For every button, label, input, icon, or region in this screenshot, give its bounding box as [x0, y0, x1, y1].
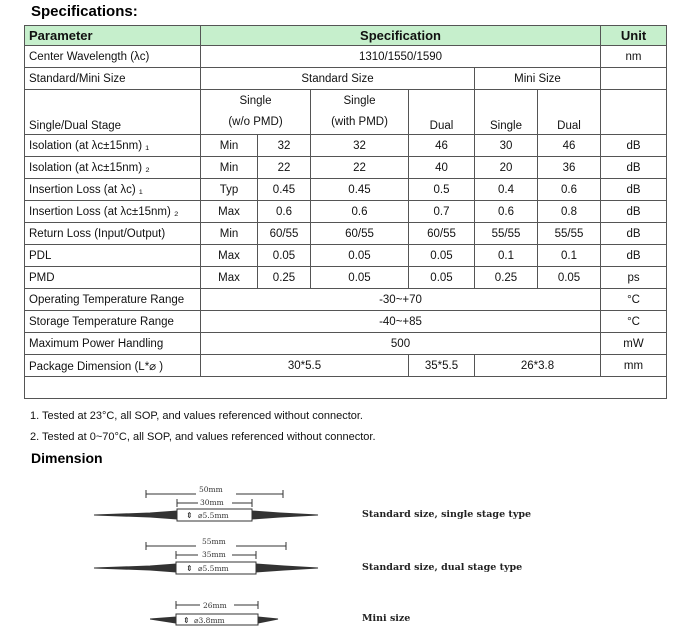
- stage-mini-dual: Dual: [538, 90, 601, 135]
- row-unit: dB: [601, 245, 667, 267]
- row-label: PDL: [25, 245, 201, 267]
- dim-diameter-label: ⌀5.5mm: [198, 564, 229, 573]
- table-row: [25, 245, 667, 267]
- stage-line: Single: [239, 95, 272, 107]
- specifications-table: [24, 25, 667, 399]
- stage-dual: Dual: [409, 90, 475, 135]
- table-row: [25, 135, 667, 157]
- row-label: Package Dimension (L*⌀ ): [25, 355, 201, 377]
- row-value: 0.6: [538, 179, 601, 201]
- row-value: 36: [538, 157, 601, 179]
- row-value: 0.5: [409, 179, 475, 201]
- row-qualifier: Min: [201, 223, 258, 245]
- row-value: 32: [311, 135, 409, 157]
- row-unit: nm: [601, 46, 667, 68]
- fiber-right: [252, 511, 318, 519]
- row-value: 0.05: [409, 245, 475, 267]
- row-unit: ps: [601, 267, 667, 289]
- row-label: Insertion Loss (at λc) ₁: [25, 179, 201, 201]
- dimension-title: Dimension: [31, 450, 103, 466]
- row-value: 46: [409, 135, 475, 157]
- row-value: 55/55: [475, 223, 538, 245]
- table-row: [25, 179, 667, 201]
- table-row: [25, 333, 667, 355]
- table-row: [25, 311, 667, 333]
- row-qualifier: Min: [201, 135, 258, 157]
- row-label: Maximum Power Handling: [25, 333, 201, 355]
- row-label: Isolation (at λc±15nm) ₁: [25, 135, 201, 157]
- row-value: 0.6: [258, 201, 311, 223]
- mini-drawing: [150, 598, 280, 628]
- specifications-title: Specifications:: [31, 3, 138, 20]
- package-standard-dual: 35*5.5: [409, 355, 475, 377]
- dim-diameter-label: ⌀3.8mm: [194, 616, 225, 625]
- row-unit: dB: [601, 223, 667, 245]
- note-2: 2. Tested at 0~70°C, all SOP, and values referenced without connector.: [30, 431, 376, 443]
- row-value: 0.45: [311, 179, 409, 201]
- row-label: Isolation (at λc±15nm) ₂: [25, 157, 201, 179]
- table-header-row: [25, 26, 667, 46]
- row-value: 500: [201, 333, 601, 355]
- table-row: [25, 46, 667, 68]
- header-unit: Unit: [601, 26, 667, 46]
- row-value: 0.7: [409, 201, 475, 223]
- row-label: Operating Temperature Range: [25, 289, 201, 311]
- caption-mini: Mini size: [362, 613, 411, 624]
- row-unit: dB: [601, 201, 667, 223]
- row-value: 40: [409, 157, 475, 179]
- table-row: [25, 355, 667, 377]
- standard-dual-drawing: [90, 537, 320, 581]
- row-value: 0.45: [258, 179, 311, 201]
- row-value: 30: [475, 135, 538, 157]
- row-value: 60/55: [311, 223, 409, 245]
- direction-arrow-icon: ⇕: [186, 563, 193, 573]
- header-parameter: Parameter: [25, 26, 201, 46]
- row-value: 46: [538, 135, 601, 157]
- mini-size-header: Mini Size: [475, 68, 601, 90]
- table-row: [25, 90, 667, 135]
- row-value: 32: [258, 135, 311, 157]
- row-unit: dB: [601, 157, 667, 179]
- row-value: 0.05: [258, 245, 311, 267]
- row-value: 60/55: [409, 223, 475, 245]
- row-label: Center Wavelength (λc): [25, 46, 201, 68]
- table-row: [25, 223, 667, 245]
- package-mini: 26*3.8: [475, 355, 601, 377]
- dim-outer-label: 55mm: [202, 537, 226, 546]
- row-label: Insertion Loss (at λc±15nm) ₂: [25, 201, 201, 223]
- row-value: 0.25: [258, 267, 311, 289]
- stage-line: Single: [343, 95, 376, 107]
- row-value: 0.1: [475, 245, 538, 267]
- row-label: Storage Temperature Range: [25, 311, 201, 333]
- row-value: 0.25: [475, 267, 538, 289]
- row-qualifier: Max: [201, 267, 258, 289]
- row-unit: dB: [601, 179, 667, 201]
- row-value: 0.05: [311, 245, 409, 267]
- row-label: PMD: [25, 267, 201, 289]
- direction-arrow-icon: ⇕: [186, 510, 193, 520]
- row-qualifier: Typ: [201, 179, 258, 201]
- row-value: 22: [258, 157, 311, 179]
- row-value: 55/55: [538, 223, 601, 245]
- dim-outer-label: 50mm: [199, 485, 223, 494]
- row-value: 60/55: [258, 223, 311, 245]
- fiber-left: [94, 511, 177, 519]
- table-row: [25, 289, 667, 311]
- row-unit: °C: [601, 311, 667, 333]
- caption-standard-dual: Standard size, dual stage type: [362, 562, 523, 573]
- row-value: 0.6: [311, 201, 409, 223]
- dim-diameter-label: ⌀5.5mm: [198, 511, 229, 520]
- row-value: 0.05: [538, 267, 601, 289]
- direction-arrow-icon: ⇕: [183, 615, 190, 625]
- stage-line: (w/o PMD): [228, 116, 283, 128]
- table-row: [25, 201, 667, 223]
- row-value: -40~+85: [201, 311, 601, 333]
- row-value: -30~+70: [201, 289, 601, 311]
- dim-inner-label: 35mm: [202, 550, 226, 559]
- standard-single-drawing: [90, 484, 320, 528]
- stage-single-with-pmd: [311, 90, 409, 135]
- table-row: [25, 267, 667, 289]
- fiber-right: [256, 564, 318, 572]
- row-value: 0.8: [538, 201, 601, 223]
- stage-single-wo-pmd: [201, 90, 311, 135]
- row-value: 20: [475, 157, 538, 179]
- row-unit: mm: [601, 355, 667, 377]
- row-value: 0.05: [409, 267, 475, 289]
- row-unit: mW: [601, 333, 667, 355]
- row-label: Single/Dual Stage: [25, 90, 201, 135]
- package-standard-single: 30*5.5: [201, 355, 409, 377]
- table-row: [25, 377, 667, 399]
- stage-mini-single: Single: [475, 90, 538, 135]
- row-unit: °C: [601, 289, 667, 311]
- header-specification: Specification: [201, 26, 601, 46]
- row-value: 1310/1550/1590: [201, 46, 601, 68]
- dim-inner-label: 26mm: [203, 601, 227, 610]
- table-row: [25, 157, 667, 179]
- row-value: 0.1: [538, 245, 601, 267]
- fiber-left: [94, 564, 176, 572]
- row-label: Standard/Mini Size: [25, 68, 201, 90]
- row-value: 22: [311, 157, 409, 179]
- row-label: Return Loss (Input/Output): [25, 223, 201, 245]
- stage-line: (with PMD): [331, 116, 388, 128]
- row-qualifier: Max: [201, 245, 258, 267]
- row-value: 0.05: [311, 267, 409, 289]
- note-1: 1. Tested at 23°C, all SOP, and values referenced without connector.: [30, 410, 363, 422]
- row-qualifier: Max: [201, 201, 258, 223]
- fiber-left: [150, 617, 176, 623]
- row-unit: dB: [601, 135, 667, 157]
- row-qualifier: Min: [201, 157, 258, 179]
- caption-standard-single: Standard size, single stage type: [362, 509, 532, 520]
- fiber-right: [258, 617, 278, 623]
- dim-inner-label: 30mm: [200, 498, 224, 507]
- table-row: [25, 68, 667, 90]
- row-value: 0.4: [475, 179, 538, 201]
- row-value: 0.6: [475, 201, 538, 223]
- standard-size-header: Standard Size: [201, 68, 475, 90]
